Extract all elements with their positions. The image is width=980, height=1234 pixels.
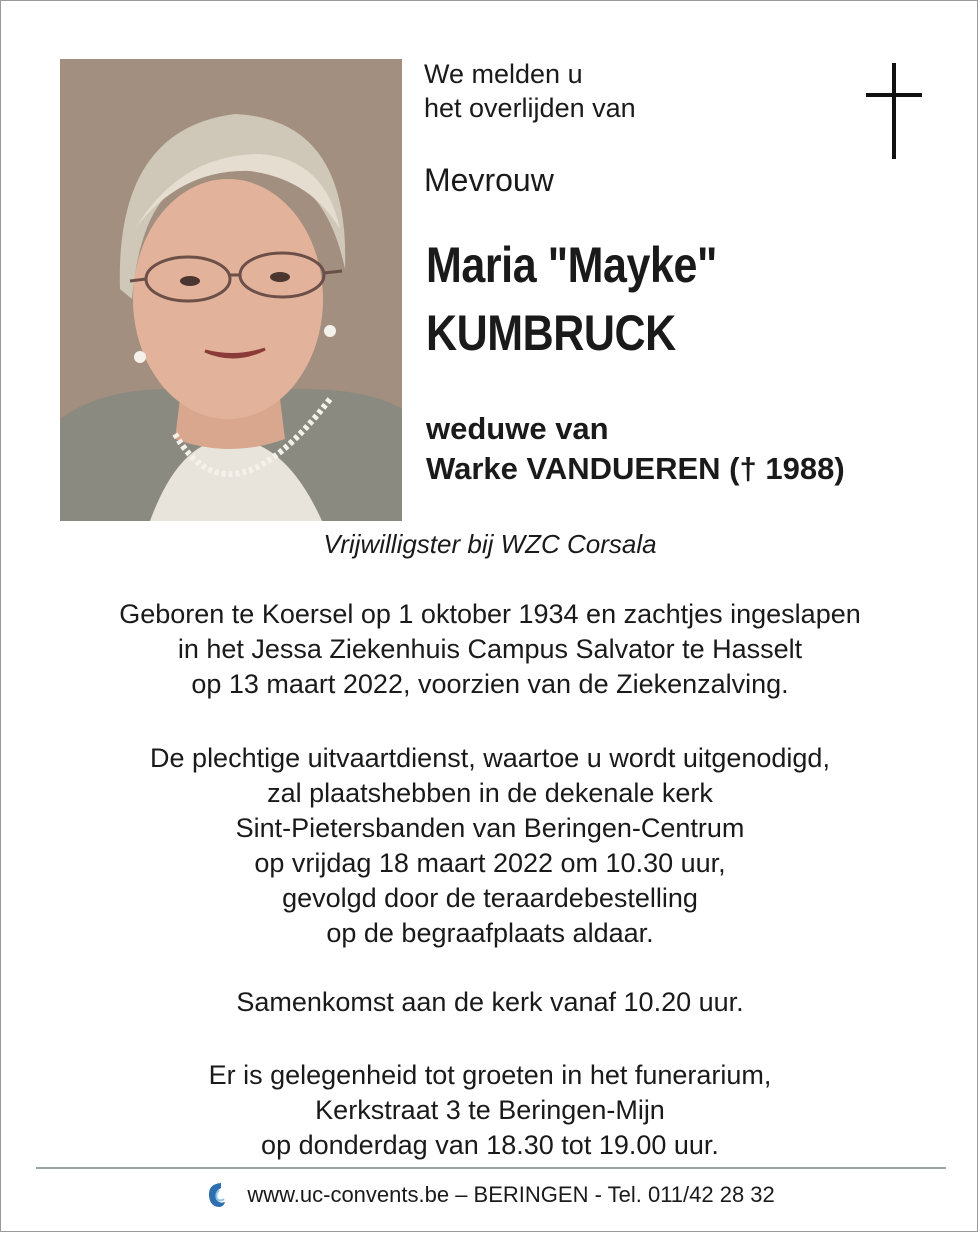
visitation-line-1: Er is gelegenheid tot groeten in het funerarium,	[208, 1060, 772, 1090]
name-line-2: KUMBRUCK	[426, 305, 676, 361]
announce-line-1: We melden u	[424, 59, 583, 89]
visitation-paragraph	[1, 1058, 979, 1163]
announce-line-2: het overlijden van	[424, 93, 636, 123]
announcement-text	[424, 57, 636, 125]
gathering-line-1: Samenkomst aan de kerk vanaf 10.20 uur.	[236, 987, 744, 1017]
portrait-photo	[60, 59, 402, 521]
honorific-title: Mevrouw	[424, 162, 554, 198]
birth-line-1: Geboren te Koersel op 1 oktober 1934 en zachtjes ingeslapen	[119, 599, 861, 629]
funeral-line-4: op vrijdag 18 maart 2022 om 10.30 uur,	[254, 848, 726, 878]
birth-paragraph	[1, 597, 979, 702]
birth-line-3: op 13 maart 2022, voorzien van de Ziekenzalving.	[191, 669, 789, 699]
volunteer-tagline: Vrijwilligster bij WZC Corsala	[323, 529, 657, 559]
birth-line-2: in het Jessa Ziekenhuis Campus Salvator te Hasselt	[177, 634, 803, 664]
funeral-home-contact: www.uc-convents.be – BERINGEN - Tel. 011/42 28 32	[247, 1182, 775, 1208]
funeral-line-5: gevolgd door de teraardebestelling	[282, 883, 698, 913]
funeral-line-1: De plechtige uitvaartdienst, waartoe u wordt uitgenodigd,	[150, 743, 830, 773]
widow-line-2: Warke VANDUEREN († 1988)	[426, 451, 845, 486]
visitation-line-2: Kerkstraat 3 te Beringen-Mijn	[315, 1095, 665, 1125]
gathering-paragraph	[1, 985, 979, 1020]
footer	[1, 1179, 979, 1210]
widow-of	[426, 409, 845, 489]
deceased-name	[426, 231, 717, 367]
funeral-line-2: zal plaatshebben in de dekenale kerk	[267, 778, 713, 808]
footer-divider	[36, 1167, 946, 1169]
widow-line-1: weduwe van	[426, 411, 609, 446]
cross-icon	[866, 63, 922, 159]
funeral-paragraph	[1, 741, 979, 951]
funeral-line-3: Sint-Pietersbanden van Beringen-Centrum	[235, 813, 745, 843]
name-line-1: Maria "Mayke"	[426, 237, 717, 293]
funeral-line-6: op de begraafplaats aldaar.	[326, 918, 654, 948]
uc-convents-logo-icon	[205, 1180, 227, 1210]
visitation-line-3: op donderdag van 18.30 tot 19.00 uur.	[261, 1130, 719, 1160]
